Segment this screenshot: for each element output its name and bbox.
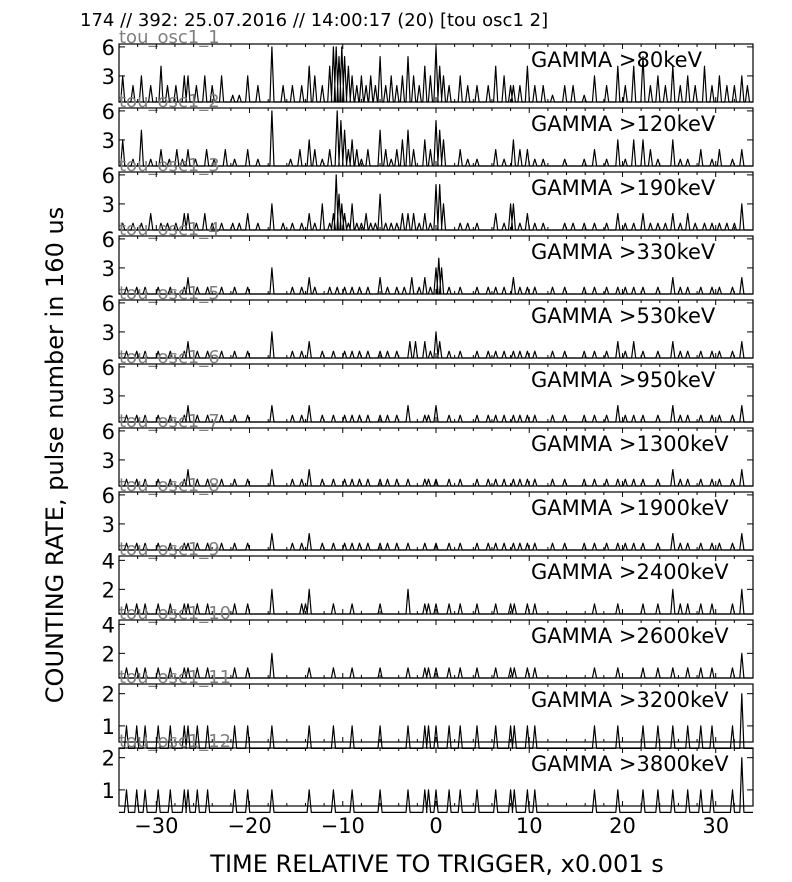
y-axis-label: COUNTING RATE, pulse number in 160 us — [41, 206, 69, 704]
x-tick-label: 10 — [515, 814, 543, 838]
y-tick-label: 3 — [101, 448, 115, 473]
panel-title: tou_osc1_1 — [119, 27, 220, 48]
y-tick-label: 3 — [101, 128, 115, 153]
x-axis-label: TIME RELATIVE TO TRIGGER, x0.001 s — [210, 850, 664, 878]
panel-label: GAMMA >2400keV — [531, 560, 729, 584]
panel-title: tou_osc1_7 — [119, 411, 220, 432]
panel-title: tou_osc1_9 — [119, 539, 220, 560]
y-tick-label: 6 — [101, 227, 115, 252]
y-tick-label: 3 — [101, 64, 115, 89]
y-tick-label: 6 — [101, 483, 115, 508]
panel-label: GAMMA >530keV — [531, 304, 716, 328]
panel-label: GAMMA >1300keV — [531, 432, 729, 456]
y-tick-label: 6 — [101, 163, 115, 188]
x-tick-label: 30 — [702, 814, 730, 838]
panel-label: GAMMA >3200keV — [531, 688, 729, 712]
panel-title: tou_osc1_5 — [119, 283, 220, 304]
panel-label: GAMMA >330keV — [531, 240, 716, 264]
panel-title: tou_osc1_12 — [119, 731, 232, 752]
x-tick-label: −20 — [227, 814, 272, 838]
y-tick-label: 3 — [101, 384, 115, 409]
panel-label: GAMMA >2600keV — [531, 624, 729, 648]
panel-label: GAMMA >120keV — [531, 112, 716, 136]
y-tick-label: 6 — [101, 419, 115, 444]
y-tick-label: 2 — [101, 642, 115, 667]
x-tick-label: 0 — [429, 814, 443, 838]
y-tick-label: 3 — [101, 256, 115, 281]
y-tick-label: 3 — [101, 320, 115, 345]
panel-label: GAMMA >1900keV — [531, 496, 729, 520]
x-tick-label: −30 — [134, 814, 179, 838]
y-tick-label: 6 — [101, 99, 115, 124]
panel-label: GAMMA >3800keV — [531, 752, 729, 776]
panel-title: tou_osc1_11 — [119, 667, 232, 688]
figure-title: 174 // 392: 25.07.2016 // 14:00:17 (20) [tou osc1 2] — [80, 10, 549, 31]
panel-title: tou_osc1_6 — [119, 347, 220, 368]
panel-label: GAMMA >190keV — [531, 176, 716, 200]
panel-title: tou_osc1_3 — [119, 155, 220, 176]
y-tick-label: 6 — [101, 291, 115, 316]
y-tick-label: 4 — [101, 613, 115, 638]
panels — [102, 27, 753, 812]
y-tick-label: 2 — [101, 578, 115, 603]
y-tick-label: 2 — [101, 682, 115, 707]
panel-label: GAMMA >80keV — [531, 48, 702, 72]
y-tick-label: 2 — [101, 746, 115, 771]
panel-title: tou_osc1_2 — [119, 91, 220, 112]
panel-title: tou_osc1_8 — [119, 475, 220, 496]
y-tick-label: 6 — [101, 355, 115, 380]
y-tick-label: 1 — [101, 778, 115, 803]
x-tick-label: −10 — [320, 814, 365, 838]
panel-title: tou_osc1_10 — [119, 603, 232, 624]
panel-title: tou_osc1_4 — [119, 219, 220, 240]
y-tick-label: 4 — [101, 549, 115, 574]
y-tick-label: 3 — [101, 192, 115, 217]
y-tick-label: 1 — [101, 714, 115, 739]
x-axis — [134, 814, 729, 838]
y-tick-label: 6 — [101, 35, 115, 60]
y-tick-label: 3 — [101, 512, 115, 537]
panel-label: GAMMA >950keV — [531, 368, 716, 392]
x-tick-label: 20 — [609, 814, 636, 838]
